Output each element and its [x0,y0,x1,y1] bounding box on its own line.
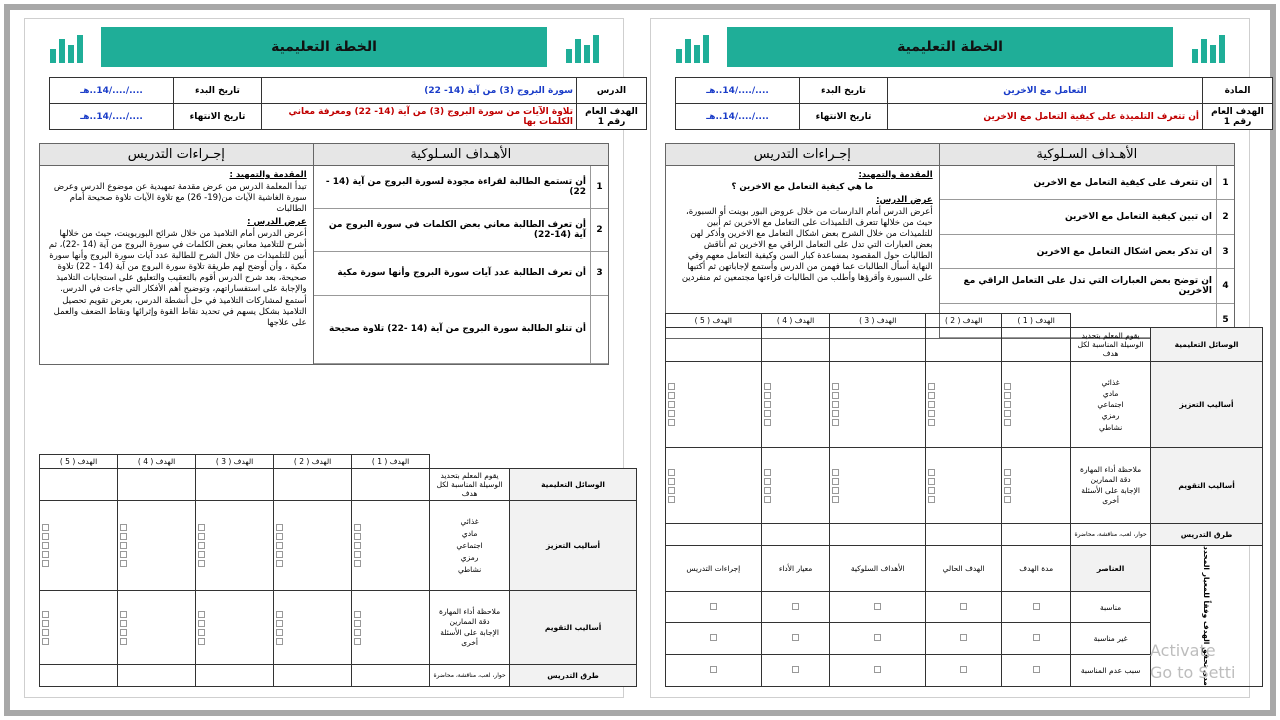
goal-row: 2 أن تعرف الطالبة معاني بعض الكلمات في سورة البروج من آية (14-22) [314,209,608,252]
goal-value: تلاوة الآيات من سورة البروج (3) من آية (14- 22) ومعرفة معاني الكلمات بها [262,104,577,130]
logo-icon [657,27,727,67]
goal-row: 2 ان تبين كيفية التعامل مع الاخرين [940,200,1234,234]
goal-value: أن تتعرف التلميذة على كيفية التعامل مع الاخرين [888,104,1203,130]
assessment-table: الهدف ( 1 ) الهدف ( 2 ) الهدف ( 3 ) الهدف ( 4 ) الهدف ( 5 ) الوسائل التعليمية يقوم المعلم بتحديد الوسيلة المناسبة لكل هدف أساليب التعزيز غذائي مادي اجتماعي رمزي نشاطي أساليب التقويم ملاحظة أداء المهارة دقة الممارين الإجابة على الأسئلة أخرى طرق التدريس حوار، لعب، مناقشة، محاضرة [39,454,637,687]
goal-row: 3 ان تذكر بعض اشكال التعامل مع الاخرين [940,235,1234,269]
end-date-label: تاريخ الانتهاء [174,104,262,130]
page-left [24,18,638,698]
subject-value: التعامل مع الاخرين [888,78,1203,104]
start-date-value: ..../..../14..هـ [676,78,800,104]
activation-watermark: Activate Go to Setti [1150,641,1236,682]
end-date-label: تاريخ الانتهاء [800,104,888,130]
banner-title: الخطة التعليمية [271,39,377,55]
goal-label: الهدف العام رقم 1 [577,104,647,130]
start-date-label: تاريخ البدء [800,78,888,104]
start-date-label: تاريخ البدء [174,78,262,104]
objectives-section [39,143,609,365]
start-date-value: ..../..../14..هـ [50,78,174,104]
goals-heading: الأهـداف السـلوكية [940,144,1234,166]
goal-row: 5 [940,304,1234,338]
goal-row: أن تتلو الطالبة سورة البروج من آية (14 -22) تلاوة صحيحة [314,296,608,364]
goals-heading: الأهـداف السـلوكية [314,144,608,166]
subject-label: المادة [1203,78,1273,104]
page-right [650,18,1264,698]
banner [31,27,617,67]
lesson-label: الدرس [577,78,647,104]
goal-row: 3 أن تعرف الطالبة عدد آيات سورة البروج وأنها سورة مكية [314,252,608,295]
objectives-section [665,143,1235,339]
end-date-value: ..../..../14..هـ [50,104,174,130]
logo-icon [547,27,617,67]
procedures-text: المقدمة والتمهيد : تبدأ المعلمة الدرس من عرض مقدمة تمهيدية عن موضوع الدرس وعرض سورة الغاشية الآيات من(19- 26) مع تلاوة الآيات تلاوة صحيحة أمام الطالبات عرض الدرس : أعرض الدرس أمام التلاميذ من خلال شرائح البوربوينت، حيث من خلالها أشرح للتلاميذ معاني بعض الكلمات في سورة البروج من آية (14 -22)، ثم أبين للتلميذات من خلال الشرح للطالبة عدد آيات سورة البروج وأنها سورة مكية ، وأن أوضح لهم طريقة تلاوة سورة البروج من آية (14 - 22) تلاوة صحيحة، بعد شرح الدرس أقوم بالتعقيب والتعليق على استجابات التلاميذ والإجابة على استفساراتهم، وتوضيح أهم الأفكار التي جاءت في الدرس. أستمع لمشاركات التلاميذ في حل أنشطة الدرس، بعرض تقويم تحصيل التلاميذ بشكل يسهم في تحديد نقاط القوة وإثرائها ونقاط الضعف والعمل على علاجها [48,170,307,328]
logo-icon [31,27,101,67]
goal-label: الهدف العام رقم 1 [1203,104,1273,130]
logo-icon [1173,27,1243,67]
goal-row: 1 أن تستمع الطالبة لقراءة مجودة لسورة البروج من آية (14 - 22) [314,166,608,209]
behavioral-goals [939,144,1234,338]
procedures-heading: إجـراءات التدريس [666,144,939,166]
procedures-text: المقدمة والتمهيد: ما هي كيفية التعامل مع الاخرين ؟ عرض الدرس: أعرض الدرس أمام الدارسات من خلال عروض البور بوينت أو السبورة، حيث من خلالها تتعرف التلميذات على التعامل مع الاخرين ثم أبين للتلميذات من خلال الشرح بعض اشكال التعامل مع الاخرين وأذكر لهن بعض العبارات التي تدل على التعامل الراقي مع الاخرين ثم أناقش الطالبات حول المقصود بمساعدة كبار السن وكيفية التعامل معهم وفي النهاية أسأل الطالبات عما فهمن من الدرس وأستمع لإجاباتهن ثم أكتبها على السبورة وأقرؤها وأطلب من الطالبات قراءتها مجتمعين ثم منفردين [681,170,933,284]
lesson-header-table [49,77,647,130]
lesson-header-table [675,77,1273,130]
goal-row: 4 ان توضح بعض العبارات التي تدل على التعامل الراقي مع الاخرين [940,269,1234,303]
banner-title: الخطة التعليمية [897,39,1003,55]
procedures-heading: إجـراءات التدريس [40,144,313,166]
banner [657,27,1243,67]
lesson-value: سورة البروج (3) من آية (14- 22) [262,78,577,104]
assessment-table: الهدف ( 1 ) الهدف ( 2 ) الهدف ( 3 ) الهدف ( 4 ) الهدف ( 5 ) الوسائل التعليمية يقوم المعلم بتحديد الوسيلة المناسبة لكل هدف أساليب التعزيز غذائي مادي اجتماعي رمزي نشاطي أساليب التقويم ملاحظة أداء المهارة دقة الممارين الإجابة على الأسئلة أخرى طرق التدريس حوار، لعب، مناقشة، محاضرة مدى تحقق الهدف وفقاً للمعيار المحدد العناصر مدة الهدف الهدف الحالي الأهداف السلوكية معيار الأداء إجراءات التدريس مناسبة غير مناسبة سبب عدم المناسبة [665,313,1263,687]
behavioral-goals [313,144,608,364]
goal-row: 1 ان تتعرف على كيفية التعامل مع الاخرين [940,166,1234,200]
end-date-value: ..../..../14..هـ [676,104,800,130]
